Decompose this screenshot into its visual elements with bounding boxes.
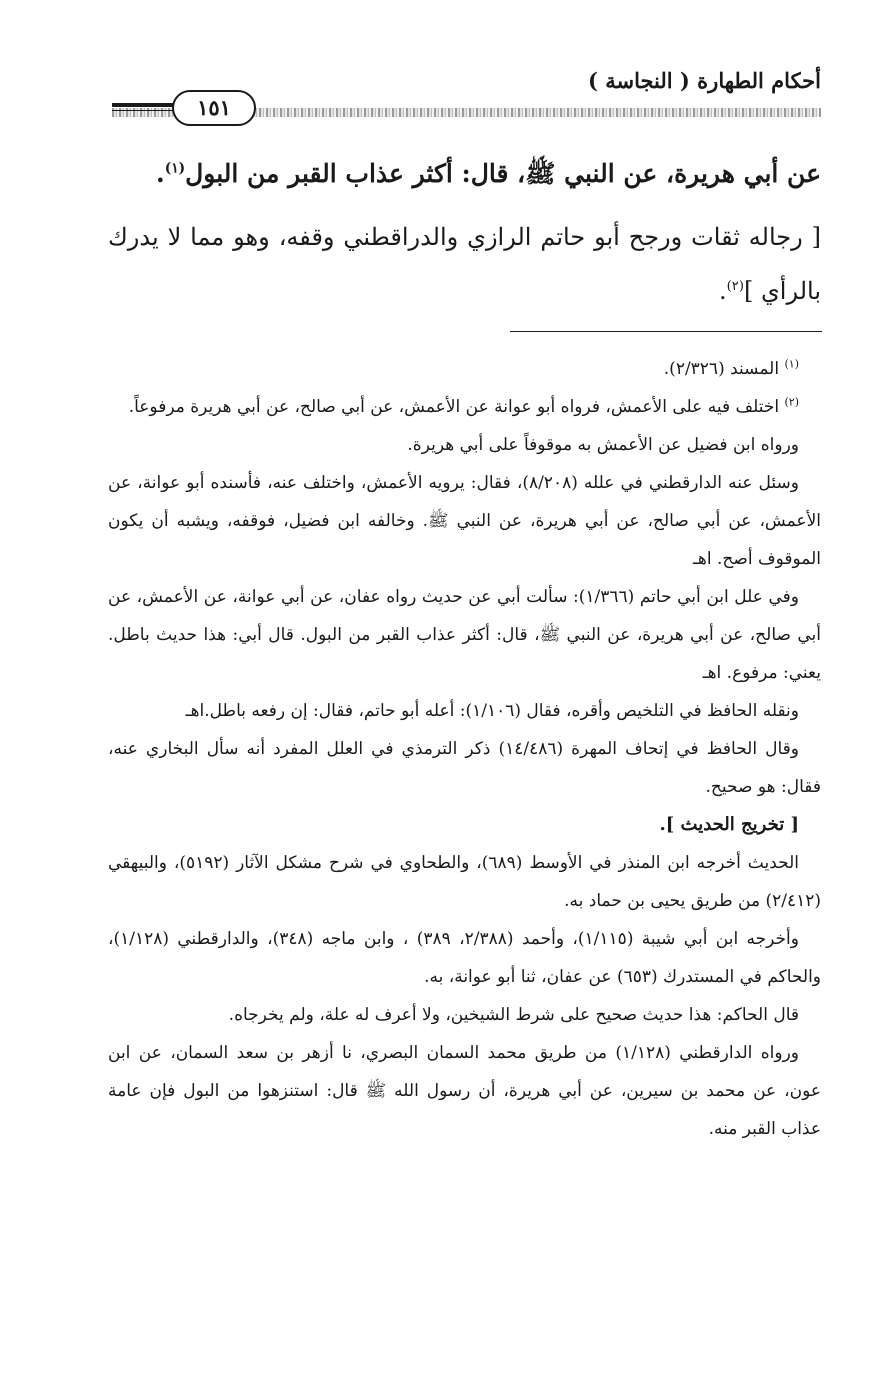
takhrij-paragraph: ورواه الدارقطني (١/١٢٨) من طريق محمد السمان البصري، نا أزهر بن سعد السمان، عن ابن عون، عن محمد بن سيرين، عن أبي هريرة، أن رسول الله ﷺ قال: استنزهوا من البول فإن عامة عذاب القبر منه. xyxy=(108,1043,821,1139)
footnote-1-marker: (١) xyxy=(784,357,799,371)
footnote-2-marker: (٢) xyxy=(784,395,799,409)
page-number: ١٥١ xyxy=(172,90,256,126)
hadith-end: . xyxy=(156,159,165,188)
takhrij-paragraph: الحديث أخرجه ابن المنذر في الأوسط (٦٨٩)، والطحاوي في شرح مشكل الآثار (٥١٩٢)، والبيهقي (٢/٤١٢) من طريق يحيى بن حماد به. xyxy=(108,853,821,911)
footnote-2 xyxy=(108,388,821,426)
hadith-text xyxy=(108,150,821,198)
footnote-marker-2: (٢) xyxy=(726,279,744,294)
footnote-paragraph: وقال الحافظ في إتحاف المهرة (١٤/٤٨٦) ذكر الترمذي في العلل المفرد أنه سأل البخاري عنه، فقال: هو صحيح. xyxy=(108,739,821,797)
running-title: أحكام الطهارة ( النجاسة ) xyxy=(588,68,821,93)
grading-body: [ رجاله ثقات ورجح أبو حاتم الرازي والدراقطني وقفه، وهو مما لا يدرك بالرأي ] xyxy=(108,223,821,305)
grading-end: . xyxy=(718,277,727,305)
footnote-1 xyxy=(108,350,821,388)
footnote-paragraph: وسئل عنه الدارقطني في علله (٨/٢٠٨)، فقال: يرويه الأعمش، واختلف عنه، فأسنده أبو عوانة، عن الأعمش، عن أبي صالح، عن أبي هريرة، عن النبي ﷺ. وخالفه ابن فضيل، فوقفه، ويشبه أن يكون الموقوف أصح. اهـ xyxy=(108,473,821,569)
footnote-marker-1: (١) xyxy=(164,160,186,177)
grading-text xyxy=(108,210,821,318)
footnote-paragraph: ورواه ابن فضيل عن الأعمش به موقوفاً على أبي هريرة. xyxy=(407,435,799,455)
footnote-2-text: اختلف فيه على الأعمش، فرواه أبو عوانة عن الأعمش، عن أبي صالح، عن أبي هريرة مرفوعاً. xyxy=(128,397,780,417)
footnote-1-text: المسند (٢/٣٢٦). xyxy=(663,359,780,379)
footnote-separator xyxy=(510,331,822,332)
takhrij-paragraph: وأخرجه ابن أبي شيبة (١/١١٥)، وأحمد (٢/٣٨٨، ٣٨٩) ، وابن ماجه (٣٤٨)، والدارقطني (١/١٢٨)، والحاكم في المستدرك (٦٥٣) عن عفان، ثنا أبو عوانة، به. xyxy=(108,929,821,987)
takhrij-heading: [ تخريج الحديث ]. xyxy=(659,814,799,835)
hadith-body: عن أبي هريرة، عن النبي ﷺ، قال: أكثر عذاب القبر من البول xyxy=(185,159,821,188)
footnote-paragraph: وفي علل ابن أبي حاتم (١/٣٦٦): سألت أبي عن حديث رواه عفان، عن أبي عوانة، عن الأعمش، عن أبي صالح، عن أبي هريرة، عن النبي ﷺ، قال: أكثر عذاب القبر من البول. قال أبي: هذا حديث باطل. يعني: مرفوع. اهـ xyxy=(108,587,821,683)
takhrij-paragraph: قال الحاكم: هذا حديث صحيح على شرط الشيخين، ولا أعرف له علة، ولم يخرجاه. xyxy=(228,1005,799,1025)
footnote-paragraph: ونقله الحافظ في التلخيص وأقره، فقال (١/١٠٦): أعله أبو حاتم، فقال: إن رفعه باطل.اهـ xyxy=(185,701,799,721)
footnotes xyxy=(108,350,821,1148)
